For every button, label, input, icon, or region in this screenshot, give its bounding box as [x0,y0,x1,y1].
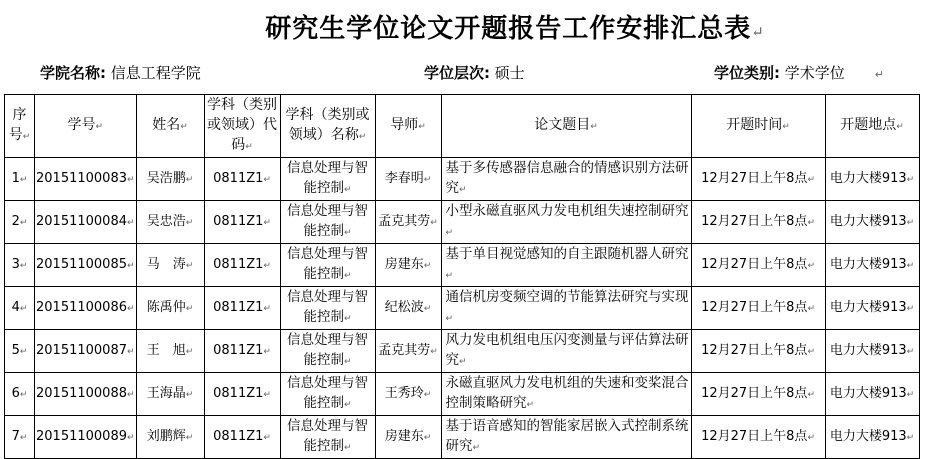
table-row [5,287,920,330]
header-place: 开题地点↵ [825,95,919,158]
cell-topic: 基于单目视觉感知的自主跟随机器人研究↵ [441,244,691,287]
schedule-table [4,94,920,459]
cell-subject-name: 信息处理与智能控制↵ [280,244,375,287]
cell-subject-code: 0811Z1↵ [204,330,280,373]
header-seq: 序号↵ [5,95,35,158]
cell-subject-code: 0811Z1↵ [204,287,280,330]
cell-time: 12月27日上午8点↵ [691,330,825,373]
table-row [5,373,920,416]
cell-topic: 永磁直驱风力发电机组的失速和变桨混合控制策略研究↵ [441,373,691,416]
header-name: 姓名↵ [136,95,204,158]
cell-time: 12月27日上午8点↵ [691,287,825,330]
cell-time: 12月27日上午8点↵ [691,416,825,459]
cell-seq: 5↵ [5,330,35,373]
cell-time: 12月27日上午8点↵ [691,201,825,244]
cell-name: 刘鹏辉↵ [136,416,204,459]
table-row [5,330,920,373]
cell-name: 王 旭↵ [136,330,204,373]
level-label: 学位层次: [424,64,490,82]
paragraph-mark-icon: ↵ [874,68,885,81]
cell-seq: 7↵ [5,416,35,459]
cell-subject-code: 0811Z1↵ [204,373,280,416]
level-field [424,62,525,83]
cell-advisor: 房建东↵ [375,416,441,459]
cell-student-id: 20151100089↵ [35,416,137,459]
table-row [5,158,920,201]
cell-advisor: 纪松波↵ [375,287,441,330]
header-advisor: 导师↵ [375,95,441,158]
cell-time: 12月27日上午8点↵ [691,244,825,287]
cell-time: 12月27日上午8点↵ [691,158,825,201]
cell-student-id: 20151100086↵ [35,287,137,330]
table-row [5,244,920,287]
cell-subject-name: 信息处理与智能控制↵ [280,330,375,373]
cell-seq: 1↵ [5,158,35,201]
cell-advisor: 孟克其劳↵ [375,201,441,244]
type-label: 学位类别: [714,64,780,82]
cell-subject-name: 信息处理与智能控制↵ [280,201,375,244]
cell-place: 电力大楼913↵ [825,373,919,416]
college-field [40,62,201,83]
cell-student-id: 20151100083↵ [35,158,137,201]
cell-topic: 通信机房变频空调的节能算法研究与实现↵ [441,287,691,330]
table-row [5,416,920,459]
college-label: 学院名称: [40,64,106,82]
cell-place: 电力大楼913↵ [825,158,919,201]
cell-advisor: 房建东↵ [375,244,441,287]
table-row [5,201,920,244]
college-value: 信息工程学院 [110,64,201,82]
cell-subject-name: 信息处理与智能控制↵ [280,287,375,330]
cell-seq: 2↵ [5,201,35,244]
cell-place: 电力大楼913↵ [825,244,919,287]
cell-name: 吴浩鹏↵ [136,158,204,201]
cell-place: 电力大楼913↵ [825,201,919,244]
cell-name: 吴忠浩↵ [136,201,204,244]
cell-student-id: 20151100088↵ [35,373,137,416]
cell-advisor: 王秀玲↵ [375,373,441,416]
header-time: 开题时间↵ [691,95,825,158]
cell-name: 马 涛↵ [136,244,204,287]
page-title: 研究生学位论文开题报告工作安排汇总表↵ [265,14,765,44]
cell-student-id: 20151100087↵ [35,330,137,373]
cell-student-id: 20151100085↵ [35,244,137,287]
cell-name: 王海晶↵ [136,373,204,416]
cell-place: 电力大楼913↵ [825,287,919,330]
cell-subject-code: 0811Z1↵ [204,201,280,244]
header-topic: 论文题目↵ [441,95,691,158]
cell-time: 12月27日上午8点↵ [691,373,825,416]
cell-topic: 基于语音感知的智能家居嵌入式控制系统研究↵ [441,416,691,459]
cell-advisor: 孟克其劳↵ [375,330,441,373]
paragraph-mark-icon: ↵ [751,23,765,41]
cell-seq: 6↵ [5,373,35,416]
table-header-row [5,95,920,158]
cell-topic: 基于多传感器信息融合的情感识别方法研究↵ [441,158,691,201]
header-subject-code: 学科（类别或领域）代码↵ [204,95,280,158]
cell-topic: 风力发电机组电压闪变测量与评估算法研究↵ [441,330,691,373]
level-value: 硕士 [494,64,525,82]
cell-seq: 3↵ [5,244,35,287]
cell-student-id: 20151100084↵ [35,201,137,244]
cell-subject-code: 0811Z1↵ [204,244,280,287]
cell-subject-code: 0811Z1↵ [204,416,280,459]
cell-topic: 小型永磁直驱风力发电机组失速控制研究↵ [441,201,691,244]
cell-place: 电力大楼913↵ [825,416,919,459]
cell-subject-name: 信息处理与智能控制↵ [280,158,375,201]
cell-subject-name: 信息处理与智能控制↵ [280,373,375,416]
type-field [714,62,884,83]
cell-seq: 4↵ [5,287,35,330]
cell-name: 陈禹仲↵ [136,287,204,330]
header-student-id: 学号↵ [35,95,137,158]
type-value: 学术学位 [784,64,845,82]
cell-subject-code: 0811Z1↵ [204,158,280,201]
cell-advisor: 李春明↵ [375,158,441,201]
cell-place: 电力大楼913↵ [825,330,919,373]
cell-subject-name: 信息处理与智能控制↵ [280,416,375,459]
header-subject-name: 学科（类别或领域）名称↵ [280,95,375,158]
